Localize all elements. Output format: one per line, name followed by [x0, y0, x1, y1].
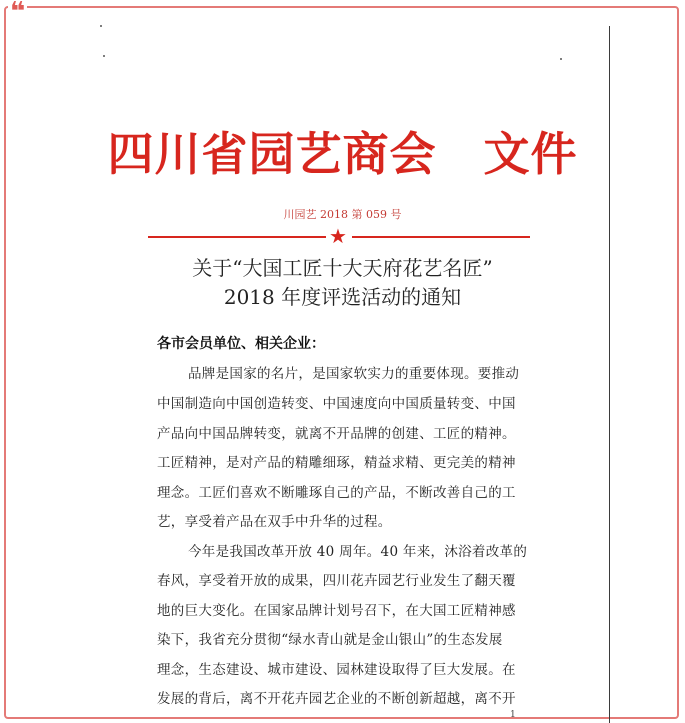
body-line: 地的巨大变化。在国家品牌计划号召下，在大国工匠精神感 [157, 603, 516, 619]
body-line: 发展的背后，离不开花卉园艺企业的不断创新超越，离不开 [157, 691, 516, 707]
body-line: 产品向中国品牌转变，就离不开品牌的创建、工匠的精神。 [157, 426, 516, 442]
scan-speck [100, 25, 102, 27]
notice-title-line-1: 关于“大国工匠十大天府花艺名匠” [192, 256, 493, 280]
body-line: 理念。工匠们喜欢不断雕琢自己的产品，不断改善自己的工 [157, 485, 516, 501]
document-number: 川园艺 2018 第 059 号 [283, 208, 402, 221]
body-line: 中国制造向中国创造转变、中国速度向中国质量转变、中国 [157, 396, 516, 412]
body-line: 艺，享受着产品在双手中升华的过程。 [157, 514, 392, 530]
body-line: 春风，享受着开放的成果，四川花卉园艺行业发生了翻天覆 [157, 573, 516, 589]
body-line: 工匠精神，是对产品的精雕细琢，精益求精、更完美的精神 [157, 455, 516, 471]
star-icon: ★ [329, 224, 347, 248]
header-divider-right [352, 236, 530, 238]
notice-title-line-2: 2018 年度评选活动的通知 [223, 285, 462, 309]
salutation: 各市会员单位、相关企业： [157, 336, 325, 352]
body-line: 品牌是国家的名片，是国家软实力的重要体现。要推动 [188, 366, 520, 382]
document-header-title: 四川省园艺商会 文件 [107, 127, 578, 181]
body-line: 理念，生态建设、城市建设、园林建设取得了巨大发展。在 [157, 662, 516, 678]
page-number: 1 [510, 710, 516, 720]
scan-speck [103, 55, 105, 57]
body-line: 染下，我省充分贯彻“绿水青山就是金山银山”的生态发展 [157, 632, 503, 648]
body-line: 今年是我国改革开放 40 周年。40 年来，沐浴着改革的 [188, 544, 528, 560]
quote-mark-icon: ❝ [10, 0, 26, 27]
header-divider-left [148, 236, 326, 238]
scan-speck [560, 58, 562, 60]
